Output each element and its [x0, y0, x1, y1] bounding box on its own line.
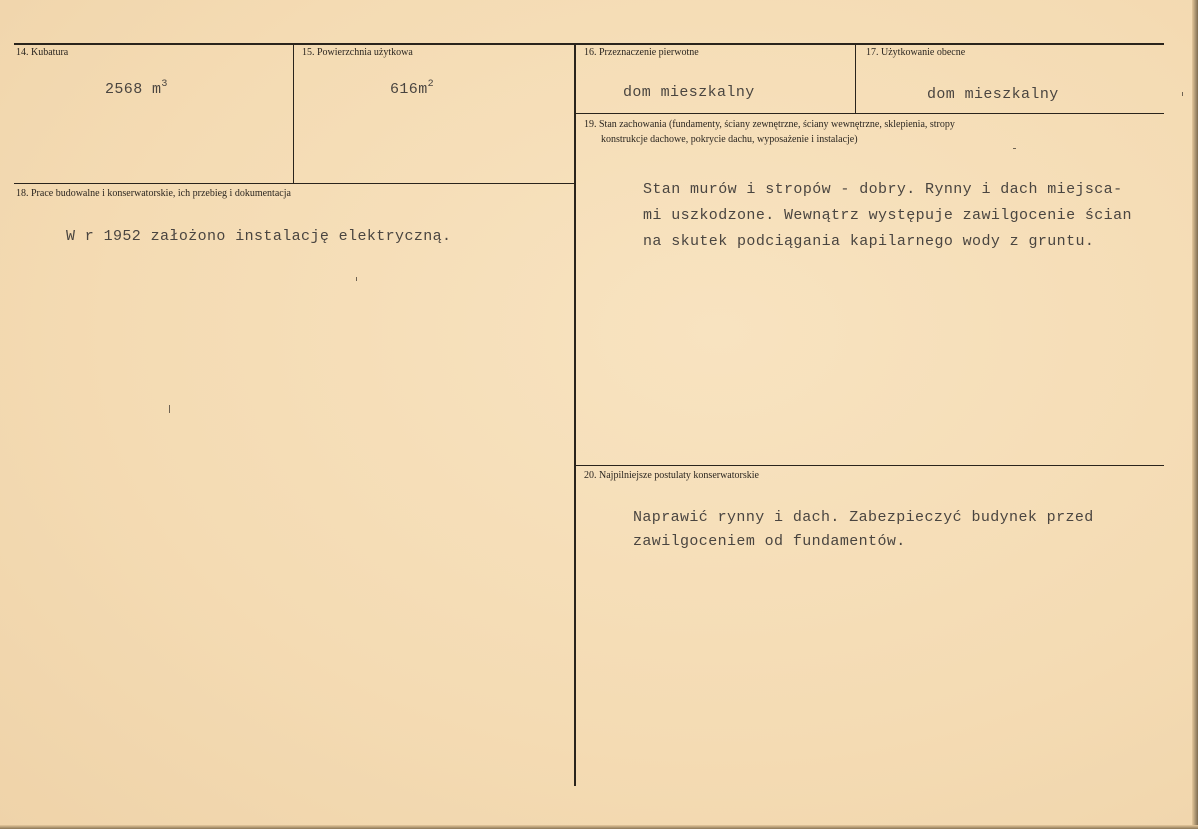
paper-speck — [356, 277, 357, 281]
stan-line-3: na skutek podciągania kapilarnego wody z gruntu. — [643, 233, 1095, 250]
powierzchnia-exponent: 2 — [427, 79, 435, 90]
paper-speck — [1182, 92, 1183, 96]
kubatura-number: 2568 m — [105, 81, 162, 98]
top-rule — [14, 43, 1164, 45]
kubatura-exponent: 3 — [161, 79, 168, 90]
kubatura-value — [105, 77, 168, 102]
powierzchnia-value — [390, 77, 434, 102]
paper-speck — [1013, 148, 1016, 149]
stan-label-line2: konstrukcje dachowe, pokrycie dachu, wyposażenie i instalacje) — [601, 134, 858, 145]
przeznaczenie-label: 16. Przeznaczenie pierwotne — [584, 47, 699, 58]
uzytkowanie-label: 17. Użytkowanie obecne — [866, 47, 966, 58]
stan-line-2: mi uszkodzone. Wewnątrz występuje zawilgocenie ścian — [643, 207, 1132, 224]
divider-left-right — [574, 44, 576, 786]
kubatura-label: 14. Kubatura — [16, 47, 69, 58]
powierzchnia-label: 15. Powierzchnia użytkowa — [302, 47, 413, 58]
card-edge-right — [1192, 0, 1198, 829]
postulaty-line-1: Naprawić rynny i dach. Zabezpieczyć budynek przed — [633, 509, 1094, 526]
prace-label: 18. Prace budowalne i konserwatorskie, ich przebieg i dokumentacja — [16, 188, 291, 199]
rule-under-14-15 — [14, 183, 575, 184]
powierzchnia-number: 616m — [390, 81, 428, 98]
stan-line-1: Stan murów i stropów - dobry. Rynny i dach miejsca- — [643, 181, 1123, 198]
stan-label-line1: 19. Stan zachowania (fundamenty, ściany zewnętrzne, ściany wewnętrzne, sklepienia, stropy — [584, 119, 955, 130]
card-edge-bottom — [0, 825, 1198, 829]
rule-under-16-17 — [575, 113, 1164, 114]
uzytkowanie-value: dom mieszkalny — [927, 86, 1059, 103]
divider-16-17 — [855, 44, 856, 114]
divider-14-15 — [293, 44, 294, 184]
postulaty-label: 20. Najpilniejsze postulaty konserwatorskie — [584, 470, 759, 481]
przeznaczenie-value: dom mieszkalny — [623, 84, 755, 101]
rule-above-20 — [575, 465, 1164, 466]
paper-speck — [169, 405, 170, 413]
postulaty-line-2: zawilgoceniem od fundamentów. — [633, 533, 906, 550]
prace-value: W r 1952 założono instalację elektryczną. — [66, 228, 452, 245]
